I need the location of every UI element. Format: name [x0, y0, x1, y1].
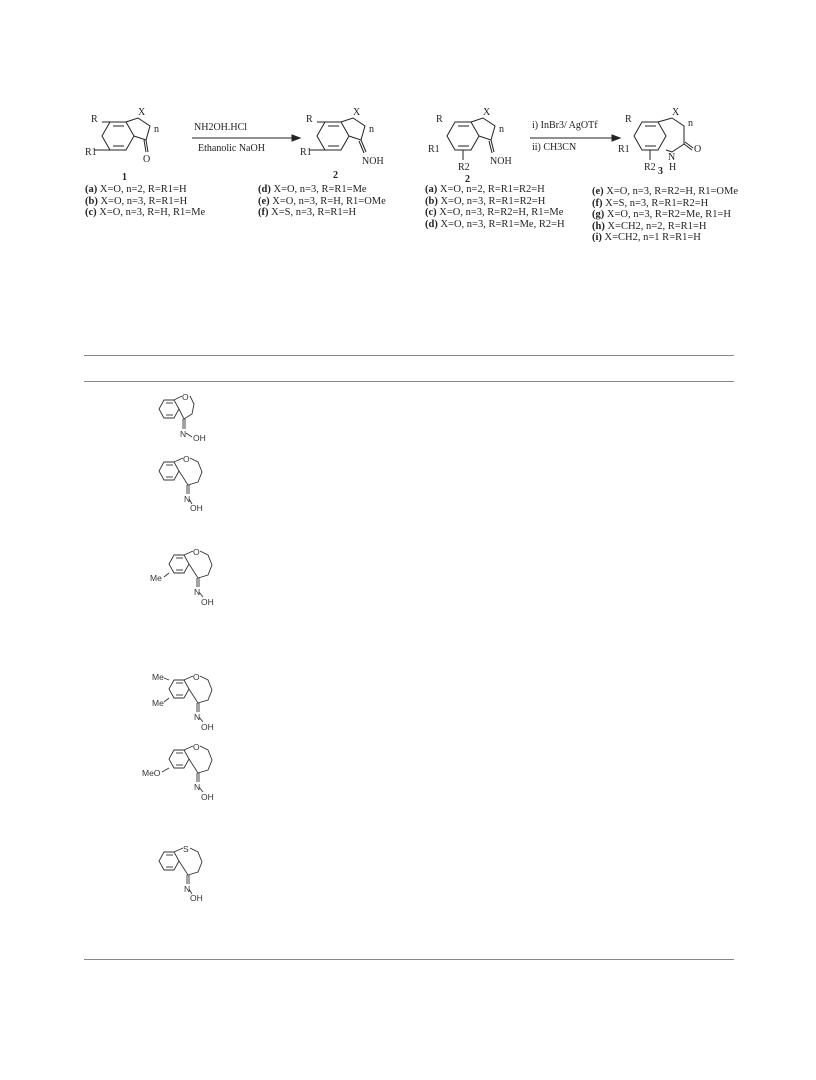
atom-MeO: MeO [142, 768, 161, 778]
label-N: N [668, 152, 676, 163]
label-X: X [138, 107, 146, 118]
atom-OH: OH [193, 433, 206, 443]
structure-benzothiepinone-oxime [150, 842, 220, 904]
caption-b: (b) X=O, n=3, R=R1=H [85, 195, 188, 207]
reagent-ch3cn: ii) CH3CN [532, 142, 577, 153]
atom-O: O [193, 672, 200, 682]
compound-number-2-right: 2 [465, 174, 470, 185]
label-R1: R1 [618, 144, 630, 155]
structure-dimethyl-benzoxepinone-oxime [144, 670, 234, 732]
atom-N: N [194, 712, 201, 722]
atom-Me: Me [152, 672, 164, 682]
structure-benzoxepinone-oxime [150, 452, 220, 512]
label-H: H [669, 162, 677, 173]
table-bottom-rule [84, 959, 734, 960]
atom-O: O [193, 547, 200, 557]
atom-O: O [193, 742, 200, 752]
label-R2: R2 [644, 162, 656, 173]
table-top-rule [84, 355, 734, 356]
compound-number-3: 3 [658, 166, 663, 177]
atom-N: N [194, 587, 201, 597]
reagent-nh2oh: NH2OH.HCl [194, 122, 248, 133]
label-NOH: NOH [362, 156, 384, 167]
captions-compound-1 [85, 184, 205, 219]
label-R1: R1 [85, 147, 97, 158]
label-R: R [91, 114, 98, 125]
label-R: R [625, 114, 632, 125]
atom-N: N [180, 429, 187, 439]
atom-Me: Me [150, 573, 162, 583]
reaction-scheme [80, 100, 740, 280]
label-O: O [694, 144, 702, 155]
caption-d: (d) X=O, n=3, R=R1=Me [258, 184, 367, 195]
caption-e: (e) X=O, n=3, R=H, R1=OMe [258, 195, 386, 207]
captions-compound-3 [592, 186, 738, 244]
caption-c: (c) X=O, n=3, R=H, R1=Me [85, 207, 206, 218]
label-n: n [688, 118, 693, 129]
structure-methyl-benzoxepinone-oxime [144, 545, 234, 607]
label-X: X [672, 107, 680, 118]
captions-compound-2-right [425, 184, 565, 230]
label-R: R [306, 114, 313, 125]
label-R2: R2 [458, 162, 470, 173]
label-X: X [483, 107, 491, 118]
atom-OH: OH [201, 597, 214, 607]
caption-f: (f) X=S, n=3, R=R1=H [258, 207, 357, 218]
label-n: n [369, 124, 374, 135]
label-R1: R1 [428, 144, 440, 155]
atom-O: O [182, 392, 189, 402]
caption-c: (c) X=O, n=3, R=R2=H, R1=Me [425, 207, 564, 218]
atom-OH: OH [190, 503, 203, 512]
atom-OH: OH [201, 792, 214, 802]
label-n: n [499, 124, 504, 135]
atom-S: S [183, 844, 189, 854]
caption-d: (d) X=O, n=3, R=R1=Me, R2=H [425, 218, 565, 230]
caption-g: (g) X=O, n=3, R=R2=Me, R1=H [592, 209, 731, 220]
atom-N: N [184, 494, 191, 504]
caption-a: (a) X=O, n=2, R=R1=R2=H [425, 184, 545, 195]
label-O: O [143, 154, 151, 165]
compound-number-2: 2 [333, 170, 338, 181]
atom-OH: OH [190, 893, 203, 903]
table-header-rule [84, 381, 734, 382]
reagent-naoh: Ethanolic NaOH [198, 143, 265, 154]
caption-h: (h) X=CH2, n=2, R=R1=H [592, 220, 707, 232]
atom-Me: Me [152, 698, 164, 708]
atom-N: N [194, 782, 201, 792]
captions-compound-2 [258, 184, 386, 219]
reagent-inbr3: i) InBr3/ AgOTf [532, 120, 598, 131]
caption-a: (a) X=O, n=2, R=R1=H [85, 184, 187, 195]
caption-i: (i) X=CH2, n=1 R=R1=H [592, 232, 701, 243]
label-X: X [353, 107, 361, 118]
caption-b: (b) X=O, n=3, R=R1=R2=H [425, 195, 546, 207]
atom-N: N [184, 884, 191, 894]
structure-chromanone-oxime [150, 392, 220, 444]
label-R: R [436, 114, 443, 125]
compound-number-1: 1 [122, 172, 127, 183]
atom-O: O [183, 454, 190, 464]
caption-e: (e) X=O, n=3, R=R2=H, R1=OMe [592, 186, 738, 197]
label-NOH: NOH [490, 156, 512, 167]
label-R1: R1 [300, 147, 312, 158]
caption-f: (f) X=S, n=3, R=R1=R2=H [592, 197, 709, 209]
atom-OH: OH [201, 722, 214, 732]
structure-methoxy-benzoxepinone-oxime [140, 740, 234, 802]
label-n: n [154, 124, 159, 135]
